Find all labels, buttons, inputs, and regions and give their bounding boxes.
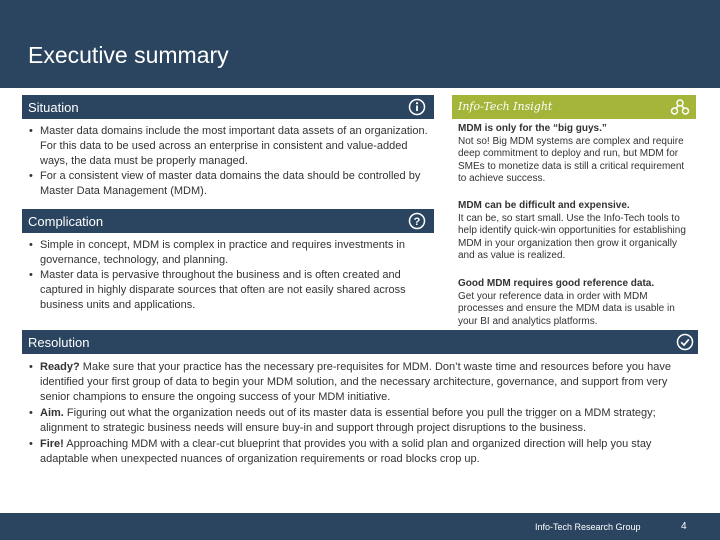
situation-header bbox=[22, 95, 434, 119]
page-title: Executive summary bbox=[28, 42, 229, 68]
list-item: • Ready? Make sure that your practice has the necessary pre-requisites for MDM. Don’t waste time and resources before you have identified your first group of data to begin your MDM solution, and the necessary architecture, governance, and support from very senior champions to ensure the ongoing success of your MDM initiative. bbox=[29, 361, 671, 403]
list-item: • Simple in concept, MDM is complex in practice and requires investments in governance, technology, and planning. bbox=[29, 239, 405, 266]
resolution-text: Approaching MDM with a clear-cut blueprint that provides you with a solid plan and organized direction will help you stay adaptable when unexpected nuances of organization requirements or road blocks crop up. bbox=[40, 438, 652, 465]
list-item: • Master data domains include the most important data assets of an organization. For this data to be used across an enterprise in consistent and value-added ways, the data must be properly managed. bbox=[29, 125, 428, 167]
list-item: • Master data is pervasive throughout the business and is often created and captured in highly disparate sources that often are not easily shared across business units and applications. bbox=[29, 269, 406, 311]
insight-heading: Good MDM requires good reference data. bbox=[458, 278, 655, 289]
question-icon bbox=[408, 212, 426, 230]
situation-header-label: Situation bbox=[28, 100, 79, 115]
complication-bullet-text: Master data is pervasive throughout the business and is often created and captured in highly disparate sources that often are not easily shared across business units and applications. bbox=[40, 269, 406, 311]
insight-header-label: Info-Tech Insight bbox=[458, 100, 553, 113]
list-item: • Aim. Figuring out what the organization needs out of its master data is essential before you pull the trigger on a MDM strategy; alignment to strategic business needs will ensure buy-in and support through project disruptions to the business. bbox=[29, 407, 656, 434]
resolution-lead: Aim. bbox=[40, 407, 64, 419]
resolution-header-label: Resolution bbox=[28, 335, 90, 350]
resolution-list bbox=[28, 360, 698, 468]
insight-heading: MDM can be difficult and expensive. bbox=[458, 200, 630, 211]
insight-block bbox=[458, 200, 694, 263]
complication-header-label: Complication bbox=[28, 214, 104, 229]
resolution-text: Figuring out what the organization needs out of its master data is essential before you pull the trigger on a MDM strategy; alignment to strategic business needs will ensure buy-in and support through project disruptions to the business. bbox=[40, 407, 656, 434]
complication-bullet-text: Simple in concept, MDM is complex in practice and requires investments in governance, technology, and planning. bbox=[40, 239, 405, 266]
complication-header bbox=[22, 209, 434, 233]
footer-brand: Info-Tech Research Group bbox=[535, 522, 641, 532]
network-icon bbox=[670, 98, 690, 116]
insight-body: Not so! Big MDM systems are complex and require deep commitment to deploy and run, but MDM for SMEs to monetize data is still a critical requirement to achieve success. bbox=[458, 135, 685, 185]
situation-bullet-text: For a consistent view of master data domains the data should be controlled by Master Data Management (MDM). bbox=[40, 170, 421, 197]
footer-bar bbox=[0, 513, 720, 540]
insight-header bbox=[452, 95, 696, 119]
situation-list bbox=[28, 124, 428, 199]
situation-bullet-text: Master data domains include the most important data assets of an organization. For this data to be used across an enterprise in consistent and value-added ways, the data must be properly managed. bbox=[40, 125, 428, 167]
resolution-header bbox=[22, 330, 698, 354]
resolution-lead: Fire! bbox=[40, 438, 64, 450]
page-number: 4 bbox=[681, 521, 687, 532]
insight-body: Get your reference data in order with MDM processes and ensure the MDM data is usable in your BI and analytics platforms. bbox=[458, 290, 675, 327]
resolution-text: Make sure that your practice has the necessary pre-requisites for MDM. Don’t waste time and resources before you have identified your first group of data to begin your MDM solution, and the necessary architecture, governance, and support from very senior champions to ensure the ongoing success of your MDM initiative. bbox=[40, 361, 671, 403]
insight-body: It can be, so start small. Use the Info-Tech tools to help identify quick-win opportunities for establishing MDM in your organization then grow it organically and as value is realized. bbox=[458, 212, 686, 262]
svg-text:?: ? bbox=[413, 216, 421, 228]
resolution-lead: Ready? bbox=[40, 361, 80, 373]
insight-block bbox=[458, 123, 694, 186]
info-icon bbox=[408, 98, 426, 116]
insight-block bbox=[458, 278, 694, 328]
list-item: • Fire! Approaching MDM with a clear-cut blueprint that provides you with a solid plan and organized direction will help you stay adaptable when unexpected nuances of organization requirements or road blocks crop up. bbox=[29, 438, 652, 465]
title-bar bbox=[0, 0, 720, 88]
checkmark-icon bbox=[676, 333, 694, 351]
list-item: • For a consistent view of master data domains the data should be controlled by Master Data Management (MDM). bbox=[29, 170, 421, 197]
complication-list bbox=[28, 238, 428, 313]
insight-heading: MDM is only for the “big guys.” bbox=[458, 123, 607, 134]
